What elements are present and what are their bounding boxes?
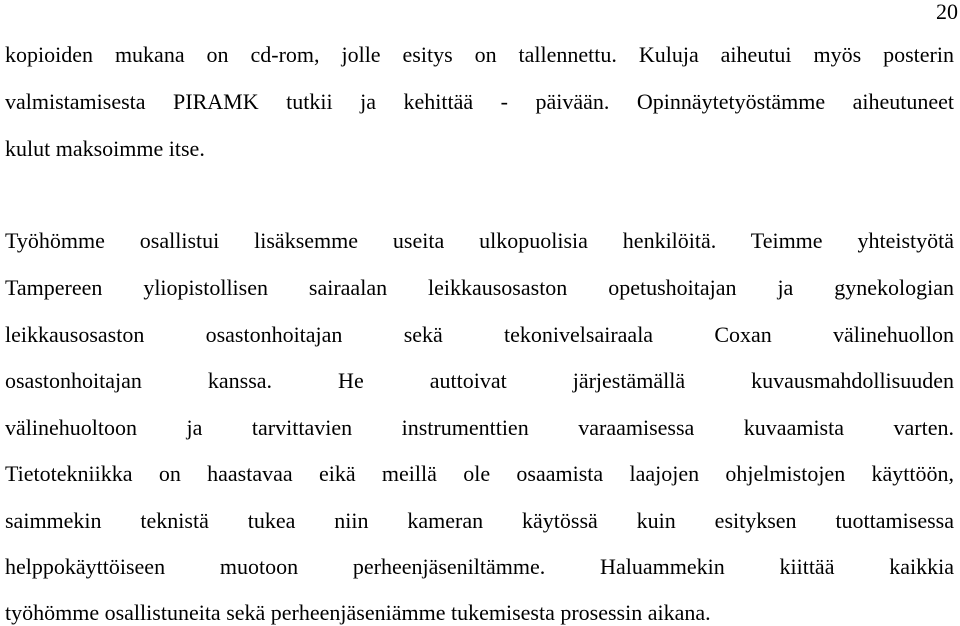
text-line: Tietotekniikka on haastavaa eikä meillä ole osaamista laajojen ohjelmistojen käyttöön,	[5, 461, 954, 486]
text-line: kulut maksoimme itse.	[5, 136, 205, 161]
text-line: Tampereen yliopistollisen sairaalan leikkausosaston opetushoitajan ja gynekologian	[5, 275, 954, 300]
text-line: välinehuoltoon ja tarvittavien instrumenttien varaamisessa kuvaamista varten.	[5, 415, 954, 440]
text-line: leikkausosaston osastonhoitajan sekä tekonivelsairaala Coxan välinehuollon	[5, 322, 954, 347]
text-line: kopioiden mukana on cd-rom, jolle esitys on tallennettu. Kuluja aiheutui myös posterin	[5, 42, 954, 67]
text-line: Työhömme osallistui lisäksemme useita ulkopuolisia henkilöitä. Teimme yhteistyötä	[5, 228, 954, 253]
text-line: osastonhoitajan kanssa. He auttoivat järjestämällä kuvausmahdollisuuden	[5, 368, 954, 393]
text-line: saimmekin teknistä tukea niin kameran käytössä kuin esityksen tuottamisessa	[5, 508, 954, 533]
page-number: 20	[936, 0, 958, 24]
text-line: työhömme osallistuneita sekä perheenjäseniämme tukemisesta prosessin aikana.	[5, 600, 711, 625]
text-line: valmistamisesta PIRAMK tutkii ja kehittää - päivään. Opinnäytetyöstämme aiheutuneet	[5, 89, 954, 114]
text-line: helppokäyttöiseen muotoon perheenjäseniltämme. Haluammekin kiittää kaikkia	[5, 554, 954, 579]
